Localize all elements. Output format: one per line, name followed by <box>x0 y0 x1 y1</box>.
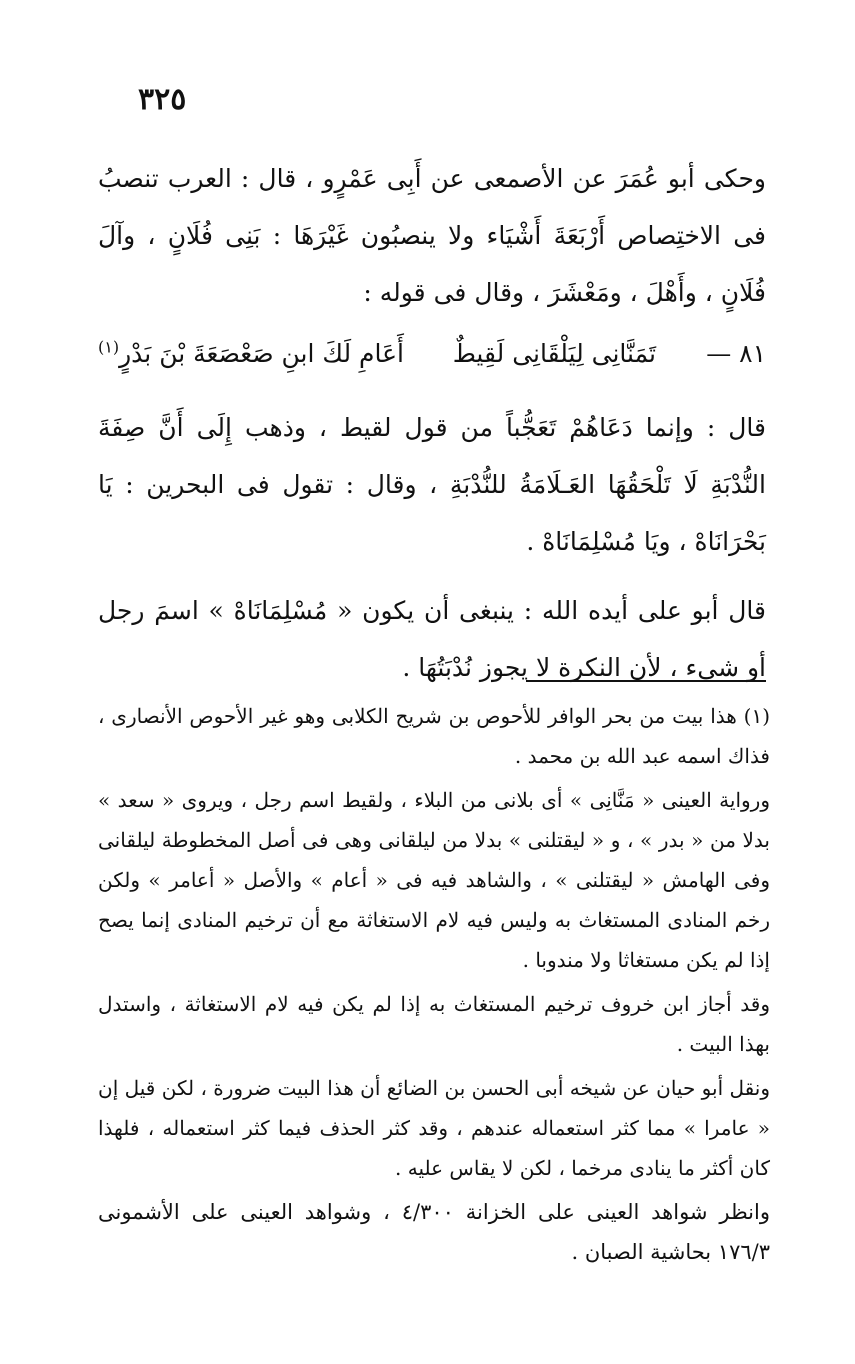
poetry-verse <box>98 321 766 387</box>
footnote-abu-hayyan: ونقل أبو حيان عن شيخه أبى الحسن بن الضائع أن هذا البيت ضرورة ، لكن قيل إن « عامرا » مما كثر استعماله عندهم ، وقد كثر الحذف فيما كثر استعماله ، فلهذا كان أكثر ما ينادى مرخما ، لكن لا يقاس عليه . <box>98 1076 770 1180</box>
page-number: ٣٢٥ <box>138 82 187 117</box>
verse-second-hemistich <box>98 321 404 387</box>
main-text <box>98 150 766 696</box>
verse-second-hemistich-text: أَعَامِ لَكَ ابنِ صَعْصَعَةَ بْنَ بَدْرٍ <box>119 339 404 368</box>
footnote-riwaya: ورواية العينى « مَنَّانِى » أى بلانى من البلاء ، ولقيط اسم رجل ، ويروى « سعد » بدلا من « بدر » ، و « ليقتلنى » بدلا من ليلقانى وهى فى أصل المخطوطة ليلقانى وفى الهامش « ليقتلنى » ، والشاهد فيه فى « أعام » والأصل « أعامر » ولكن رخم المنادى المستغاث به وليس فيه لام الاستغاثة مع أن ترخيم المنادى إنما يصح إذا لم يكن مستغاثا ولا مندوبا . <box>98 788 770 972</box>
footnote-1: (١) هذا بيت من بحر الوافر للأحوص بن شريح الكلابى وهو غير الأحوص الأنصارى ، فذاك اسمه عبد الله بن محمد . <box>98 704 770 768</box>
verse-first-hemistich: تَمَنَّانِى لِيَلْقَانِى لَقِيطٌ <box>452 339 656 368</box>
verse-number: ٨١ — <box>706 339 766 368</box>
footnotes-section <box>98 696 770 1276</box>
paragraph-ikhtisas: وحكى أبو عُمَرَ عن الأصمعى عن أَبِى عَمْرٍو ، قال : العرب تنصبُ فى الاختِصاص أَرْبَعَةَ أَشْيَاء ولا ينصبُون غَيْرَهَا : بَنِى فُلَانٍ ، وآلَ فُلَانٍ ، وأَهْلَ ، ومَعْشَرَ ، وقال فى قوله : <box>98 164 766 307</box>
footnote-divider <box>526 680 766 682</box>
footnote-ibn-kharuf: وقد أجاز ابن خروف ترخيم المستغاث به إذا لم يكن فيه لام الاستغاثة ، واستدل بهذا البيت . <box>98 992 770 1056</box>
footnote-references: وانظر شواهد العينى على الخزانة ٤/٣٠٠ ، وشواهد العينى على الأشمونى ١٧٦/٣ بحاشية الصبان . <box>98 1200 770 1264</box>
paragraph-abu-ali: قال أبو على أيده الله : ينبغى أن يكون « مُسْلِمَانَاهْ » اسمَ رجل أو شىء ، لأن النكرة لا يجوز نُدْبَتُهَا . <box>98 596 766 682</box>
paragraph-nudba: قال : وإنما دَعَاهُمْ تَعَجُّباً من قول لقيط ، وذهب إِلَى أَنَّ صِفَةَ النُّدْبَةِ لَا تَلْحَقُهَا العَـلَامَةُ للنُّدْبَةِ ، وقال : تقول فى البحرين : يَا بَحْرَانَاهْ ، ويَا مُسْلِمَانَاهْ . <box>98 413 766 556</box>
footnote-reference: (١) <box>98 337 120 357</box>
